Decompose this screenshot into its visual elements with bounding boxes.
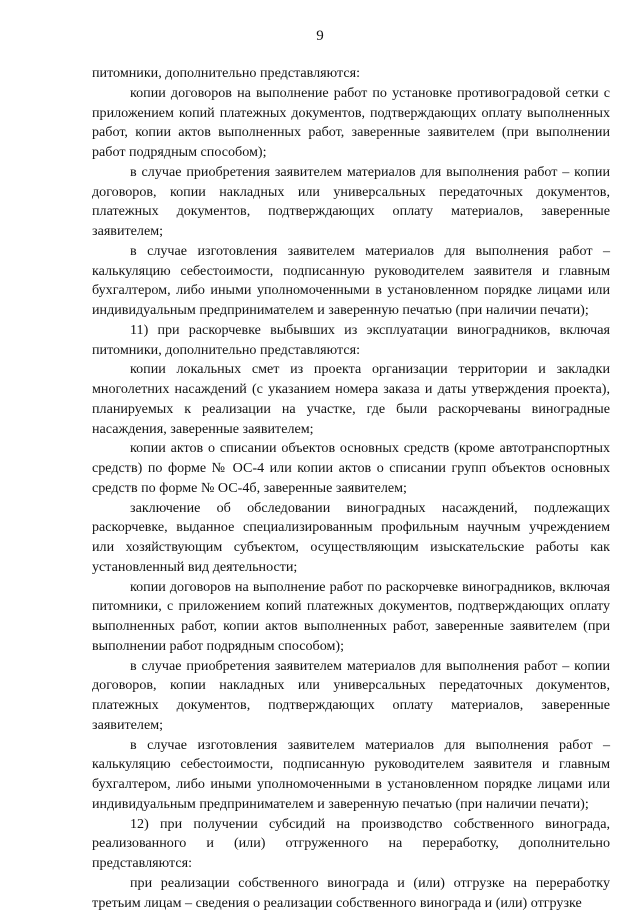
paragraph-hail-net-contracts: копии договоров на выполнение работ по установке противоградовой сетки с приложением копий платежных документов, подтверждающих оплату выполненных работ, копии актов выполненных работ, заверенные заявителем (при выполнении работ подрядным способом); [92,84,610,160]
paragraph-materials-manufacture: в случае изготовления заявителем материалов для выполнения работ – калькуляцию себестоимости, подписанную руководителем заявителя и главным бухгалтером, либо иными уполномоченными в установленном порядке лицами или индивидуальным предпринимателем и заверенную печатью (при наличии печати); [92,242,610,318]
paragraph-item-12: 12) при получении субсидий на производство собственного винограда, реализованного и (или) отгруженного на переработку, дополнительно представляются: [92,815,610,871]
paragraph-write-off-acts: копии актов о списании объектов основных средств (кроме автотранспортных средств) по форме № ОС-4 или копии актов о списании групп объектов основных средств по форме № ОС-4б, заверенные заявителем; [92,440,610,496]
paragraph-inspection-conclusion: заключение об обследовании виноградных насаждений, подлежащих раскорчевке, выданное специализированным профильным научным учреждением или хозяйствующим субъектом, осуществляющим изыскательские работы как установленный вид деятельности; [92,499,610,575]
document-body [92,64,610,913]
paragraph-local-estimates: копии локальных смет из проекта организации территории и закладки многолетних насаждений (с указанием номера заказа и даты утверждения проекта), планируемых к реализации на участке, где были раскорчеваны виноградные насаждения, заверенные заявителем; [92,361,610,437]
paragraph-materials-purchase: в случае приобретения заявителем материалов для выполнения работ – копии договоров, копии накладных или универсальных передаточных документов, платежных документов, подтверждающих оплату материалов, заверенные заявителем; [92,163,610,239]
paragraph-grape-sales: при реализации собственного винограда и (или) отгрузке на переработку третьим лицам – сведения о реализации собственного винограда и (или) отгрузке [92,874,610,911]
paragraph-materials-purchase-2: в случае приобретения заявителем материалов для выполнения работ – копии договоров, копии накладных или универсальных передаточных документов, платежных документов, подтверждающих оплату материалов, заверенные заявителем; [92,657,610,733]
paragraph-item-11: 11) при раскорчевке выбывших из эксплуатации виноградников, включая питомники, дополнительно представляются: [92,321,610,358]
paragraph-intro: питомники, дополнительно представляются: [92,65,360,81]
paragraph-uprooting-contracts: копии договоров на выполнение работ по раскорчевке виноградников, включая питомники, с приложением копий платежных документов, подтверждающих оплату выполненных работ, копии актов выполненных работ, заверенные заявителем (при выполнении работ подрядным способом); [92,578,610,654]
page-number: 9 [316,28,324,44]
paragraph-materials-manufacture-2: в случае изготовления заявителем материалов для выполнения работ – калькуляцию себестоимости, подписанную руководителем заявителя и главным бухгалтером, либо иными уполномоченными в установленном порядке лицами или индивидуальным предпринимателем и заверенную печатью (при наличии печати); [92,736,610,812]
